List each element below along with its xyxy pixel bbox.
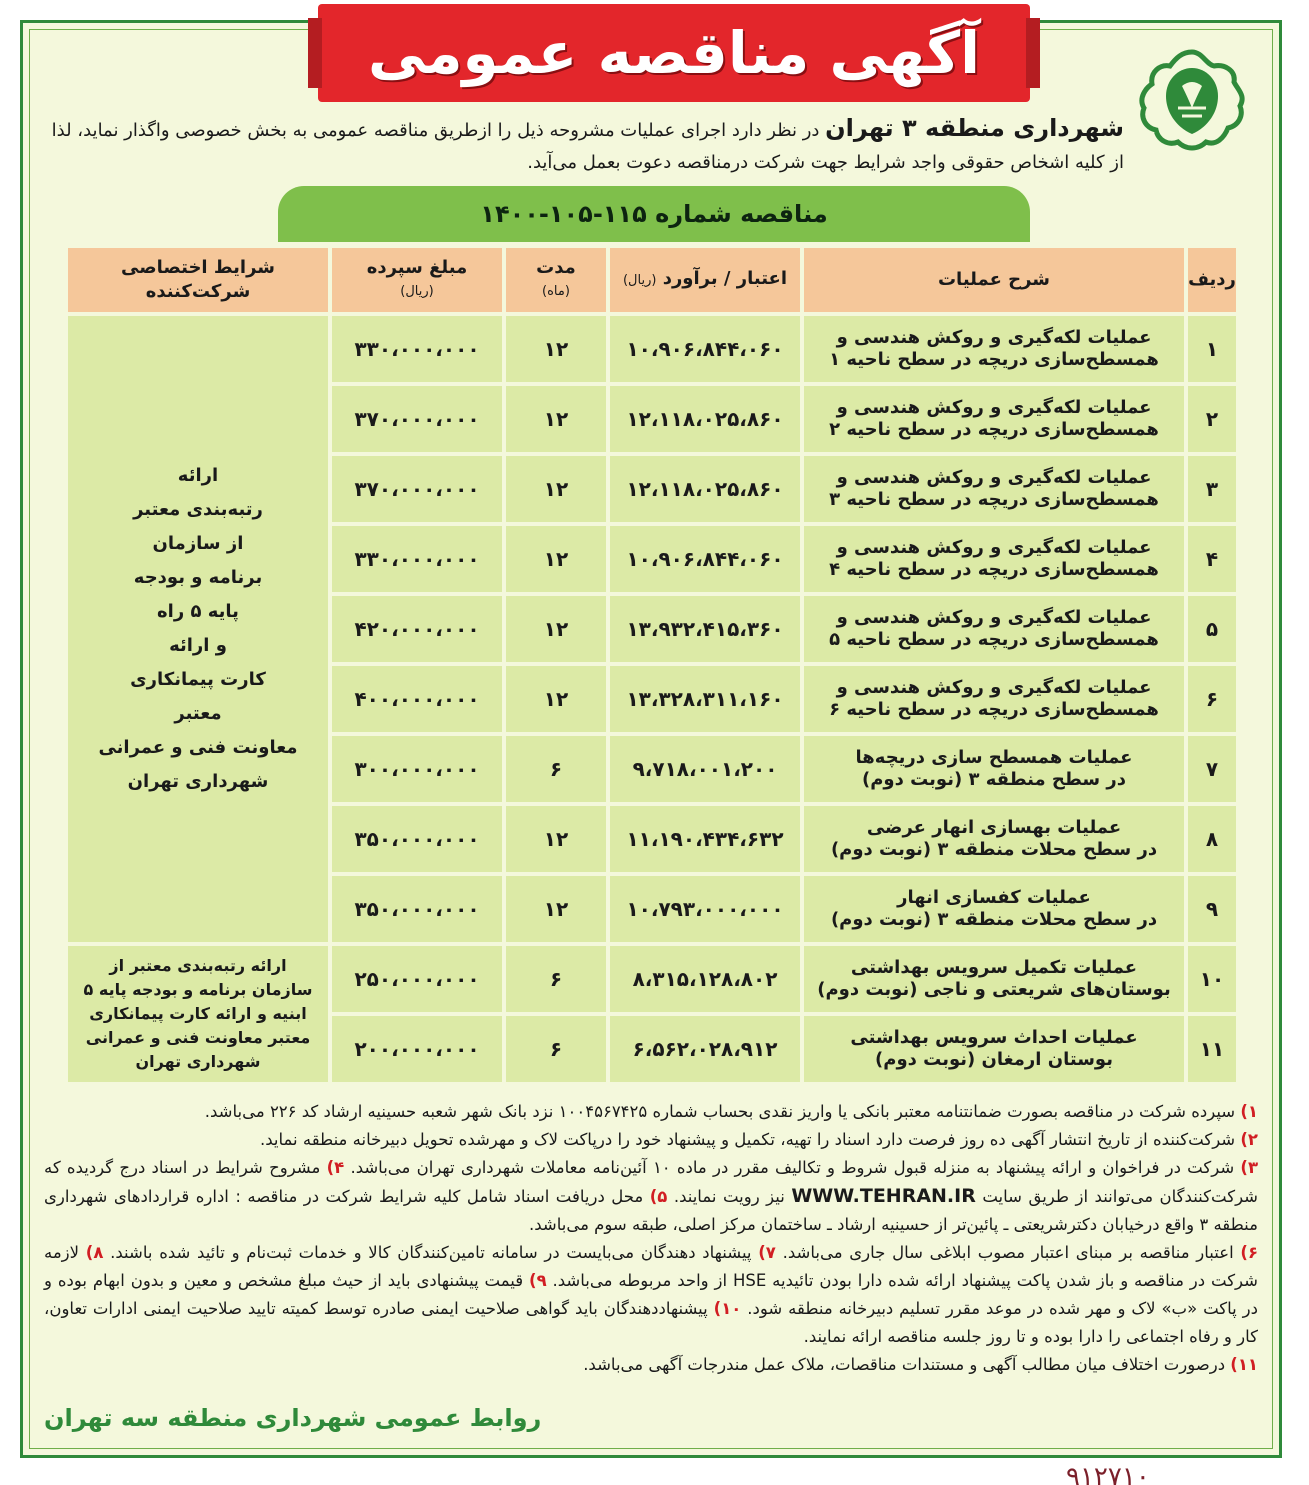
table-row (68, 316, 1236, 382)
note-number: ۱۰) (713, 1299, 742, 1318)
note-text: شرکت‌کننده از تاریخ انتشار آگهی ده روز فرصت دارد اسناد را تهیه، تکمیل و پیشنهاد خود را درپاکت لاک و مهرشده تحویل دبیرخانه منطقه نماید. (259, 1130, 1241, 1149)
row-index: ۱ (1188, 316, 1236, 382)
header-conditions (68, 248, 328, 312)
condition-a-line: برنامه و بودجه (133, 567, 263, 588)
row-duration: ۱۲ (506, 666, 606, 732)
row-description (804, 526, 1184, 592)
row-deposit: ۳۳۰،۰۰۰،۰۰۰ (332, 526, 502, 592)
condition-a-line: شهرداری تهران (127, 771, 269, 792)
header-credit-unit: (ریال) (622, 273, 657, 288)
row-duration: ۱۲ (506, 876, 606, 942)
row-deposit: ۳۳۰،۰۰۰،۰۰۰ (332, 316, 502, 382)
note-number: ۵) (649, 1187, 668, 1206)
row-description-line-1: عملیات همسطح سازی دریچه‌ها (855, 747, 1133, 768)
row-credit: ۹،۷۱۸،۰۰۱،۲۰۰ (610, 736, 800, 802)
row-description (804, 316, 1184, 382)
note-number: ۱۱) (1230, 1355, 1258, 1374)
note-text: قیمت پیشنهادی باید از حیث مبلغ مشخص و معین و بدون ابهام بوده و در پاکت «ب» لاک و مهر شده در موعد مقرر تسلیم دبیرخانه منطقه شود. (44, 1271, 1258, 1318)
row-description-line-2: همسطح‌سازی دریچه در سطح ناحیه ۶ (829, 699, 1159, 720)
row-duration: ۱۲ (506, 456, 606, 522)
condition-a-line: رتبه‌بندی معتبر (133, 499, 263, 520)
note-1 (44, 1098, 1258, 1126)
header-description: شرح عملیات (804, 248, 1184, 312)
condition-a-line: پایه ۵ راه (157, 601, 239, 622)
row-duration: ۶ (506, 1016, 606, 1082)
row-description-line-2: همسطح‌سازی دریچه در سطح ناحیه ۵ (829, 629, 1159, 650)
row-description (804, 1016, 1184, 1082)
handwritten-mark: ۹۱۲۷۱۰ (1066, 1462, 1150, 1485)
row-credit: ۱۳،۹۳۲،۴۱۵،۳۶۰ (610, 596, 800, 662)
row-duration: ۱۲ (506, 526, 606, 592)
row-description (804, 386, 1184, 452)
condition-a-line: معاونت فنی و عمرانی (98, 737, 298, 758)
row-duration: ۶ (506, 946, 606, 1012)
note-number: ۱) (1240, 1102, 1258, 1121)
note-text: مشروح شرایط در اسناد درج گردیده که شرکت‌کنندگان می‌توانند از طریق سایت (44, 1158, 1259, 1206)
header-duration-unit: (ماه) (542, 284, 570, 299)
note-text: نیز رویت نمایند. (667, 1187, 792, 1206)
row-description-line-1: عملیات بهسازی انهار عرضی (866, 817, 1122, 838)
row-description (804, 596, 1184, 662)
row-deposit: ۳۰۰،۰۰۰،۰۰۰ (332, 736, 502, 802)
row-index: ۶ (1188, 666, 1236, 732)
row-index: ۹ (1188, 876, 1236, 942)
row-deposit: ۲۰۰،۰۰۰،۰۰۰ (332, 1016, 502, 1082)
row-deposit: ۴۰۰،۰۰۰،۰۰۰ (332, 666, 502, 732)
condition-a-line: ارائه (177, 465, 219, 486)
row-index: ۳ (1188, 456, 1236, 522)
row-description (804, 876, 1184, 942)
row-credit: ۱۰،۷۹۳،۰۰۰،۰۰۰ (610, 876, 800, 942)
header-duration-label: مدت (536, 257, 576, 278)
row-description-line-2: همسطح‌سازی دریچه در سطح ناحیه ۴ (829, 559, 1159, 580)
note-text: لازمه شرکت در مناقصه و باز شدن پاکت پیشنهاد ارائه شده دارا بودن تائیدیه HSE از واحد مربوطه می‌باشد. (44, 1243, 1258, 1290)
header-duration (506, 248, 606, 312)
note-number: ۷) (758, 1243, 776, 1262)
tehran-municipality-logo-icon (1136, 46, 1248, 158)
row-description-line-2: در سطح محلات منطقه ۳ (نوبت دوم) (830, 909, 1158, 930)
condition-a-line: و ارائه (169, 635, 227, 656)
banner-title-text: آگهی مناقصه عمومی (367, 19, 981, 87)
row-description-line-2: در سطح محلات منطقه ۳ (نوبت دوم) (830, 839, 1158, 860)
row-description-line-2: در سطح منطقه ۳ (نوبت دوم) (862, 769, 1126, 790)
note-text: سپرده شرکت در مناقصه بصورت ضمانتنامه معتبر بانکی یا واریز نقدی بحساب شماره ۱۰۰۴۵۶۷۴۲۵ نزد بانک شهر شعبه حسینیه ارشاد کد ۲۲۶ می‌باشد. (204, 1102, 1241, 1121)
row-duration: ۱۲ (506, 316, 606, 382)
public-relations-signature: روابط عمومی شهرداری منطقه سه تهران (44, 1404, 542, 1432)
condition-a-line: معتبر (174, 703, 222, 724)
row-description-line-2: همسطح‌سازی دریچه در سطح ناحیه ۱ (829, 349, 1159, 370)
row-duration: ۱۲ (506, 596, 606, 662)
row-credit: ۱۱،۱۹۰،۴۳۴،۶۳۲ (610, 806, 800, 872)
row-credit: ۱۰،۹۰۶،۸۴۴،۰۶۰ (610, 316, 800, 382)
header-deposit-unit: (ریال) (400, 284, 434, 299)
note-number: ۶) (1240, 1243, 1259, 1262)
condition-b-line: ابنیه و ارائه کارت پیمانکاری (89, 1004, 307, 1023)
tender-table (64, 244, 1240, 1086)
row-credit: ۱۳،۳۲۸،۳۱۱،۱۶۰ (610, 666, 800, 732)
row-credit: ۸،۳۱۵،۱۲۸،۸۰۲ (610, 946, 800, 1012)
row-description-line-2: همسطح‌سازی دریچه در سطح ناحیه ۲ (829, 419, 1159, 440)
banner-title (318, 4, 1030, 102)
row-index: ۵ (1188, 596, 1236, 662)
row-index: ۴ (1188, 526, 1236, 592)
condition-b-line: سازمان برنامه و بودجه پایه ۵ (83, 980, 313, 999)
row-description-line-1: عملیات لکه‌گیری و روکش هندسی و (836, 607, 1152, 628)
row-description-line-2: همسطح‌سازی دریچه در سطح ناحیه ۳ (829, 489, 1159, 510)
row-description-line-2: بوستان‌های شریعتی و ناجی (نوبت دوم) (817, 979, 1171, 1000)
intro-line-1-text: در نظر دارد اجرای عملیات مشروحه ذیل را ازطریق مناقصه عمومی به بخش خصوصی واگذار نماید، لذا (51, 120, 826, 141)
row-description-line-1: عملیات لکه‌گیری و روکش هندسی و (836, 677, 1152, 698)
note-text: اعتبار مناقصه بر مبنای اعتبار مصوب ابلاغی سال جاری می‌باشد. (775, 1243, 1241, 1262)
row-index: ۸ (1188, 806, 1236, 872)
row-deposit: ۳۷۰،۰۰۰،۰۰۰ (332, 456, 502, 522)
row-index: ۱۱ (1188, 1016, 1236, 1082)
row-description (804, 736, 1184, 802)
header-row-index: ردیف (1188, 248, 1236, 312)
header-conditions-line-2: شرکت‌کننده (145, 281, 251, 302)
row-deposit: ۳۷۰،۰۰۰،۰۰۰ (332, 386, 502, 452)
row-deposit: ۳۵۰،۰۰۰،۰۰۰ (332, 876, 502, 942)
condition-a-line: کارت پیمانکاری (130, 669, 266, 690)
condition-b-line: ارائه رتبه‌بندی معتبر از (109, 956, 287, 975)
note-text: محل دریافت اسناد شامل کلیه شرایط شرکت در مناقصه : اداره قراردادهای شهرداری منطقه ۳ واقع درخیابان دکترشریعتی ـ پائین‌تر از حسینیه ارشاد ـ ساختمان مرکز اصلی، طبقه سوم می‌باشد. (44, 1187, 1258, 1234)
note-number: ۸) (85, 1243, 104, 1262)
header-credit-label: اعتبار / برآورد (662, 268, 788, 289)
conditions-group-b (68, 946, 328, 1082)
row-index: ۱۰ (1188, 946, 1236, 1012)
row-description-line-1: عملیات لکه‌گیری و روکش هندسی و (836, 397, 1152, 418)
row-deposit: ۲۵۰،۰۰۰،۰۰۰ (332, 946, 502, 1012)
note-number: ۹) (529, 1271, 547, 1290)
row-credit: ۱۰،۹۰۶،۸۴۴،۰۶۰ (610, 526, 800, 592)
row-description-line-2: بوستان ارمغان (نوبت دوم) (875, 1049, 1113, 1070)
row-duration: ۶ (506, 736, 606, 802)
row-description (804, 666, 1184, 732)
row-description-line-1: عملیات لکه‌گیری و روکش هندسی و (836, 327, 1152, 348)
row-description-line-1: عملیات کفسازی انهار (897, 887, 1091, 908)
table-row (68, 946, 1236, 1012)
header-deposit-label: مبلغ سپرده (366, 257, 468, 278)
note-number: ۳) (1240, 1158, 1259, 1177)
tender-number: مناقصه شماره ۱۱۵-۱۰۵-۱۴۰۰ (480, 200, 828, 228)
header-credit (610, 248, 800, 312)
row-credit: ۶،۵۶۲،۰۲۸،۹۱۲ (610, 1016, 800, 1082)
note-3-5 (44, 1154, 1258, 1239)
row-credit: ۱۲،۱۱۸،۰۲۵،۸۶۰ (610, 456, 800, 522)
note-text: پیشنهاد دهندگان می‌بایست در سامانه تامین‌کنندگان کالا و خدمات ثبت‌نام و تائید شده باشند. (103, 1243, 759, 1262)
intro-paragraph (44, 112, 1124, 179)
tender-number-tab (278, 186, 1030, 242)
note-number: ۲) (1240, 1130, 1258, 1149)
note-number: ۴) (326, 1158, 345, 1177)
condition-b-line: معتبر معاونت فنی و عمرانی (85, 1028, 311, 1047)
row-index: ۷ (1188, 736, 1236, 802)
note-2 (44, 1126, 1258, 1154)
row-deposit: ۳۵۰،۰۰۰،۰۰۰ (332, 806, 502, 872)
row-description (804, 456, 1184, 522)
row-credit: ۱۲،۱۱۸،۰۲۵،۸۶۰ (610, 386, 800, 452)
row-description-line-1: عملیات احداث سرویس بهداشتی (850, 1027, 1138, 1048)
table-header-row (68, 248, 1236, 312)
row-description-line-1: عملیات لکه‌گیری و روکش هندسی و (836, 467, 1152, 488)
row-description-line-1: عملیات لکه‌گیری و روکش هندسی و (836, 537, 1152, 558)
row-description (804, 946, 1184, 1012)
header-deposit (332, 248, 502, 312)
org-name: شهرداری منطقه ۳ تهران (825, 114, 1124, 142)
terms-paragraph (44, 1098, 1258, 1379)
conditions-group-a (68, 316, 328, 942)
row-duration: ۱۲ (506, 386, 606, 452)
note-text: درصورت اختلاف میان مطالب آگهی و مستندات مناقصات، ملاک عمل مندرجات آگهی می‌باشد. (583, 1355, 1231, 1374)
row-deposit: ۴۲۰،۰۰۰،۰۰۰ (332, 596, 502, 662)
note-6-11 (44, 1239, 1258, 1351)
website-link[interactable]: WWW.TEHRAN.IR (791, 1185, 976, 1207)
condition-a-line: از سازمان (152, 533, 244, 554)
header-conditions-line-1: شرایط اختصاصی (121, 257, 275, 278)
note-11 (44, 1351, 1258, 1379)
condition-b-line: شهرداری تهران (135, 1052, 261, 1071)
note-text: پیشنهاددهندگان باید گواهی صلاحیت ایمنی صادره توسط کمیته تایید صلاحیت ایمنی ادارات تعاون، کار و رفاه اجتماعی را دارا بوده و تا روز جلسه مناقصه ارائه نمایند. (44, 1299, 1258, 1346)
row-duration: ۱۲ (506, 806, 606, 872)
intro-line-1 (44, 112, 1124, 147)
intro-line-2: از کلیه اشخاص حقوقی واجد شرایط جهت شرکت درمناقصه دعوت بعمل می‌آید. (527, 152, 1124, 173)
note-text: شرکت در فراخوان و ارائه پیشنهاد به منزله قبول شروط و تکالیف مقرر در ماده ۱۰ آئین‌نامه معاملات شهرداری تهران می‌باشد. (344, 1158, 1241, 1177)
row-description (804, 806, 1184, 872)
row-index: ۲ (1188, 386, 1236, 452)
row-description-line-1: عملیات تکمیل سرویس بهداشتی (850, 957, 1138, 978)
